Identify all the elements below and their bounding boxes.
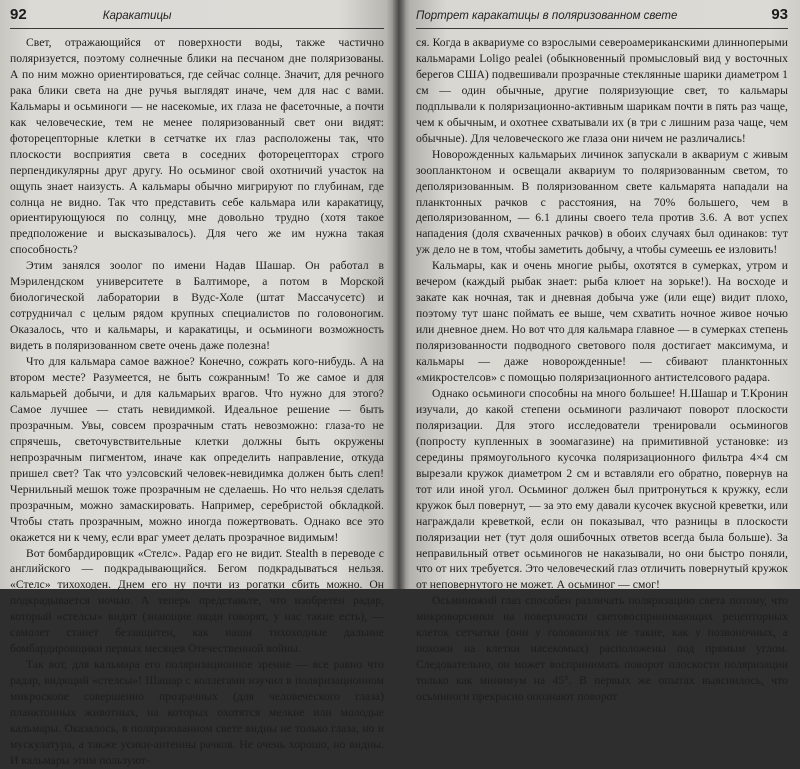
left-page-body <box>10 35 384 769</box>
running-title: Каракатицы <box>102 10 172 22</box>
paragraph: Однако осьминоги способны на много большее! Н.Шашар и Т.Кронин изучали, до какой степени осьминоги различают поворот плоскости поляризации. Для этого исследователи тренировали осьминогов (попросту купленных в зоомагазине) на примитивной установке: из середины прямоугольного кусочка поляризационного фильтра 4×4 см вырезали кружок диаметром 2 см и вставляли его обратно, повернув на тот или иной угол. Осьминог должен был притронуться к кружку, если кружок был повернут, — за это ему давали кусочек вкусной креветки, или награждали креветкой, если он показывал, что разницы в плоскости поляризации нет (тут доля ошибочных ответов всегда была больше). За неправильный ответ осьминогов не наказывали, но они быстро поняли, что от них требуется. Это человеческий глаз отличить повернутый кружок от неповернутого не может. А осьминог — смог! <box>416 386 788 592</box>
running-title: Портрет каракатицы в поляризованном свете <box>416 10 678 22</box>
paragraph: Что для кальмара самое важное? Конечно, сожрать кого-нибудь. А на втором месте? Разумеется, не быть сожранным! То же самое и для кальмарьей добычи, и для кальмарьих врагов. Что нужно для этого? Самое лучшее — стать невидимкой. Идеальное решение — быть прозрачным. Увы, совсем прозрачным стать невозможно: глаза-то не спрячешь, светочувствительные клетки должны быть окружены непрозрачным пигментом, иначе как определить направление, откуда пришел свет? Так что уэлсовский человек-невидимка должен быть слеп! Чернильный мешок тоже прозрачным не сделаешь. Но что нельзя сделать прозрачным, можно замаскировать. Например, серебристой обкладкой. Чтобы стать прозрачным, можно иногда пожертвовать. Однако все это окажется ни к чему, если враг умеет делать прозрачное видимым! <box>10 355 384 544</box>
left-page-header <box>10 6 384 29</box>
paragraph: Этим занялся зоолог по имени Надав Шашар. Он работал в Мэрилендском университете в Балтиморе, а потом в Морской биологической лаборатории в Вудс-Холе (штат Массачусетс) и сотрудничал с целым рядом крупных специалистов по головоногим. Оказалось, что и кальмары, и каракатицы, и осьминоги возможность видеть в поляризованном свете очень даже полезна! <box>10 259 384 353</box>
paragraph: ся. Когда в аквариуме со взрослыми североамериканскими длинноперыми кальмарами Loligo pealei (обыкновенный промысловый вид у восточных берегов США) подвешивали прозрачные стеклянные шарики диаметром 1 см — один обычные, другие поляризующие свет, то кальмары подплывали к поляризационно-активным шарикам почти в пять раз чаще, чем к обычным, и охотнее схватывали их (в три с лишним раза чаще, чем обычные). Для человеческого же глаза они ничем не различались! <box>416 36 788 145</box>
paragraph: Новорожденных кальмарьих личинок запускали в аквариум с живым зоопланктоном и освещали аквариум то поляризованным светом, то деполяризованным. В поляризованном свете кальмарята нападали на планктонных рачков с расстояния, на 70% большего, чем в деполяризованном, — 6.1 длины своего тела против 3.6. А вот успех нападения (доля схваченных рачков) в обоих случаях был одинаков: тут уж дело не в том, чтобы заметить добычу, а чтобы сумеешь ее изловить! <box>416 147 788 257</box>
right-page-header <box>416 6 788 29</box>
page-number: 93 <box>771 6 788 23</box>
page-number: 92 <box>10 6 27 23</box>
paragraph: Так вот, для кальмара его поляризационное зрение — все равно что радар, видящий «стелсы»! Шашар с коллегами изучил в поляризационном микроскопе совершенно прозрачных (для человеческого глаза) планктонных животных, на которых охотятся мелкие или молодые кальмары. Оказалось, в поляризованном свете видны не только глаза, но и мускулатура, а также усики-антенны рачков. Не очень хорошо, но видны. И кальмары этим пользуют- <box>10 658 384 767</box>
right-page-body <box>416 35 788 705</box>
right-page <box>398 0 800 704</box>
paragraph: Свет, отражающийся от поверхности воды, также частично поляризуется, поэтому солнечные блики на песчаном дне поляризованы. А по ним можно ориентироваться, где сейчас солнце. Значит, для речного рака блики света на дне ручья выглядят иначе, чем для нас с вами. Кальмары и осьминоги — не насекомые, их глаза не фасеточные, а почти как человеческие, тем не менее поляризованный свет они видят: фоторецепторные клетки в сетчатке их глаз расположены так, что плоскости восприятия света в соседних фоторецепторах строго перпендикулярны друг другу. Но осьминог свой охотничий участок на ощупь знает наизусть. А кальмары обычно мигрируют по глубинам, где солнца не видно. Так что представить себе кальмара или каракатицу, ориентирующуюся по солнцу, мне довольно трудно (хотя такое предположение и высказывалось). Для чего же им нужна такая способность? <box>10 36 384 257</box>
paragraph: Кальмары, как и очень многие рыбы, охотятся в сумерках, утром и вечером (каждый рыбак знает: рыба клюет на зорьке!). На восходе и закате как ночная, так и дневная добыча уже (или еще) видит плохо, поэтому тут шанс поймать ее выше, чем схватить ночное живое ночью или дневное днем. Но вот что для кальмара главное — в сумерках степень поляризованности подводного светового поля достигает максимума, и кальмары — даже новорожденные! — сбивают планктонных «микростелсов» с помощью поляризационного антистелсового радара. <box>416 259 788 385</box>
left-page <box>0 0 398 767</box>
paragraph: Вот бомбардировщик «Стелс». Радар его не видит. Stealth в переводе с английского — подкрадывающийся. Бегом подкрадываться нельзя. «Стелс» тихоходен. Днем его ну почти из рогатки сбить можно. Он подкрадывается ночью. А теперь представьте, что изобретен радар, который «стелсы» видит (знающие люди говорят, у нас такие есть), — самолет станет беззащитен, как наши тихоходные дальние бомбардировщики первых месяцев Отечественной войны. <box>10 546 384 656</box>
paragraph: Осьминожий глаз способен различать поляризацию света потому, что микроворсинки на поверхности световоспринимающих рецепторных клеток сетчатки (они у головоногих не такие, как у позвоночных, а похожи на клетки насекомых) расположены под прямым углом. Следовательно, он может воспринимать поворот плоскости поляризации только как минимум на 45°. В первых же опытах выяснилось, что осьминоги прекрасно опознают поворот <box>416 594 788 704</box>
